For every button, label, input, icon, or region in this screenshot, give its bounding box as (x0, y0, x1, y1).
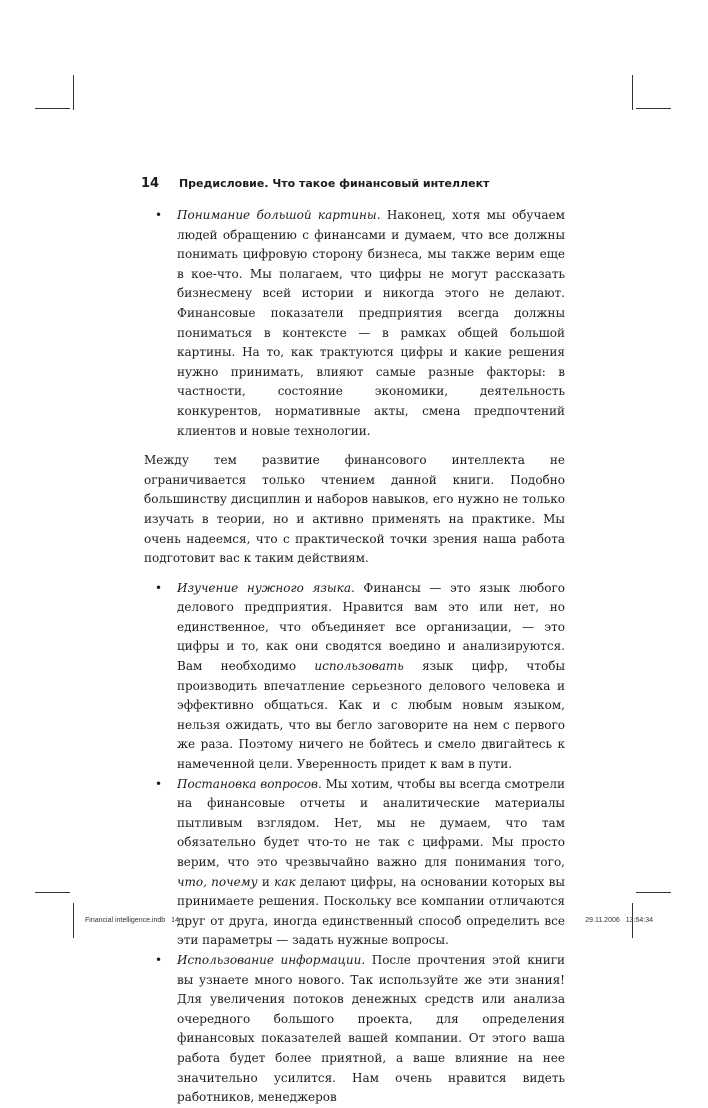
running-header (141, 176, 489, 191)
list-item: • Использование информации. После прочтения этой книги вы узнаете много нового. Так используйте же эти знания! Для увеличения потоков денежных средств или анализа очередного большого проекта, для определения финансовых показателей вашей компании. От этого ваша работа будет более приятной, а ваше влияние на нее значительно усилится. Нам очень нравится видеть работников, менеджеров (155, 952, 566, 1105)
crop-mark (73, 75, 74, 110)
crop-mark (35, 892, 70, 893)
file-page: 14 (171, 917, 179, 924)
file-name: Financial intelligence.indb (85, 917, 166, 924)
bullet-icon: • (155, 952, 163, 967)
bullet-icon: • (155, 208, 163, 222)
bullet-term: Изучение нужного языка (177, 580, 351, 595)
crop-mark (35, 108, 70, 109)
crop-mark (632, 75, 633, 110)
crop-mark (73, 903, 74, 938)
crop-mark (636, 108, 671, 109)
print-time: 13:54:34 (625, 917, 653, 924)
list-item: • Постановка вопросов. Мы хотим, чтобы вы всегда смотрели на финансовые отчеты и аналитические материалы пытливым взглядом. Нет, мы не думаем, что там обязательно будет что-то не так с цифрами. Мы просто верим, что это чрезвычайно важно для понимания того, что, почему и как делают цифры, на основании которых вы принимаете решения. Поскольку все компании отличаются друг от друга, иногда единственный способ определить все эти параметры — задать нужные вопросы. (155, 776, 565, 948)
page-number: 14 (141, 176, 160, 191)
list-item: • Понимание большой картины. Наконец, хотя мы обучаем людей обращению с финансами и думаем, что все должны понимать цифровую сторону бизнеса, мы также верим еще в кое-что. Мы полагаем, что цифры не могут рассказать бизнесмену всей истории и никогда этого не делают. Финансовые показатели предприятия всегда должны пониматься в контексте — в рамках общей большой картины. На то, как трактуются цифры и какие решения нужно принимать, влияют самые разные факторы: в частности, состояние экономики, деятельность конкурентов, нормативные акты, смена предпочтений клиентов и новые технологии. (155, 208, 565, 438)
bullet-term: Использование информации (177, 952, 362, 967)
list-item: • Изучение нужного языка. Финансы — это язык любого делового предприятия. Нравится вам это или нет, но единственное, что объединяет все организации, — это цифры и то, как они сводятся воедино и анализируются. Вам необходимо использовать язык цифр, чтобы производить впечатление серьезного делового человека и эффективно общаться. Как и с любым новым языком, нельзя ожидать, что вы бегло заговорите на нем с первого же раза. Поэтому ничего не бойтесь и смело двигайтесь к намеченной цели. Уверенность придет к вам в пути. (155, 580, 565, 772)
page-body (144, 206, 565, 1108)
body-paragraph: Между тем развитие финансового интеллекта не ограничивается только чтением данной книги. Подобно большинству дисциплин и наборов навыков, его нужно не только изучать в теории, но и активно применять на практике. Мы очень надеемся, что с практической точки зрения наша работа подготовит вас к таким действиям. (144, 453, 565, 566)
chapter-title: Предисловие. Что такое финансовый интеллект (178, 177, 490, 190)
bullet-icon: • (155, 580, 163, 595)
bullet-term: Постановка вопросов (177, 776, 318, 791)
slug-right (585, 917, 653, 924)
bullet-icon: • (155, 776, 163, 791)
crop-mark (636, 892, 671, 893)
bullet-term: Понимание большой картины (177, 208, 377, 222)
print-date: 29.11.2006 (585, 917, 620, 924)
slug-left (85, 917, 179, 924)
